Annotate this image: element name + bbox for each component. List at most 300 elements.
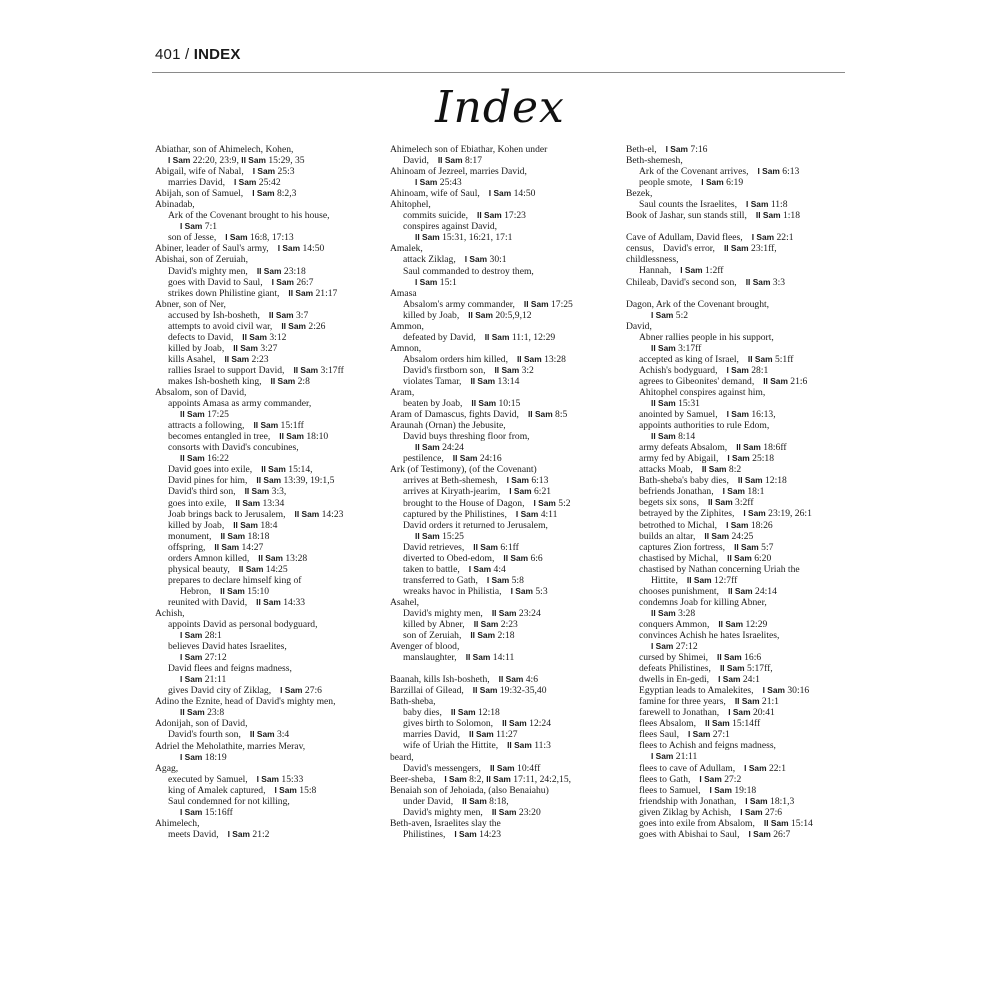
entry-text: flees to Samuel, xyxy=(639,784,701,796)
verse-reference: 15:31 xyxy=(678,397,700,409)
book-reference: II Sam xyxy=(705,718,730,729)
index-subentry xyxy=(626,807,861,818)
index-subentry xyxy=(155,509,390,520)
index-subentry xyxy=(626,442,861,453)
book-reference: I Sam xyxy=(701,177,724,188)
entry-text: friendship with Jonathan, xyxy=(639,795,737,807)
index-subentry xyxy=(155,575,390,586)
entry-text: attacks Moab, xyxy=(639,464,693,476)
book-reference: I Sam xyxy=(486,574,510,585)
index-subentry xyxy=(626,564,861,575)
verse-reference: 10:4ff xyxy=(517,762,541,774)
entry-text: Ark of the Covenant arrives, xyxy=(639,166,749,178)
verse-reference: 27:1 xyxy=(712,729,730,741)
index-subentry xyxy=(626,597,861,608)
verse-reference: 6:21 xyxy=(534,486,552,498)
book-reference: II Sam xyxy=(242,331,267,342)
index-entry xyxy=(390,785,625,796)
book-reference: I Sam xyxy=(748,828,771,839)
index-subentry xyxy=(390,277,625,288)
entry-text: David retrieves, xyxy=(403,541,465,553)
book-reference: II Sam xyxy=(755,210,781,221)
book-reference: II Sam xyxy=(180,409,205,420)
index-subentry xyxy=(626,464,861,475)
book-reference: II Sam xyxy=(473,541,498,552)
index-subentry xyxy=(155,266,390,277)
index-entry xyxy=(390,641,625,652)
book-reference: II Sam xyxy=(450,707,476,718)
verse-reference: 20:41 xyxy=(752,707,775,719)
book-reference: I Sam xyxy=(180,221,203,232)
book-reference: I Sam xyxy=(687,729,711,740)
index-subentry xyxy=(390,531,625,542)
index-subentry xyxy=(390,718,625,729)
entry-text: becomes entangled in tree, xyxy=(168,431,271,443)
index-subentry xyxy=(626,332,861,343)
index-subentry xyxy=(626,674,861,685)
index-subentry xyxy=(390,829,625,840)
entry-text: beard, xyxy=(390,751,414,763)
entry-text: Ahimelech, xyxy=(155,817,200,829)
verse-reference: 24:24 xyxy=(442,442,464,454)
entry-text: David orders it returned to Jerusalem, xyxy=(403,519,548,531)
entry-text: convinces Achish he hates Israelites, xyxy=(639,629,780,641)
entry-text: Amalek, xyxy=(390,243,423,255)
entry-text: Ammon, xyxy=(390,320,424,332)
index-subentry xyxy=(626,763,861,774)
book-reference: II Sam xyxy=(415,442,440,453)
verse-reference: 24:1 xyxy=(742,674,760,686)
book-reference: II Sam xyxy=(717,652,742,663)
index-subentry xyxy=(155,321,390,332)
index-entry xyxy=(390,387,625,398)
book-reference: I Sam xyxy=(180,806,203,817)
book-reference: II Sam xyxy=(472,685,498,696)
verse-reference: 4:4 xyxy=(493,563,506,575)
verse-reference: 26:7 xyxy=(773,828,791,840)
entry-text: given Ziklag by Achish, xyxy=(639,806,732,818)
entry-text: son of Jesse, xyxy=(168,232,217,244)
index-subentry xyxy=(626,431,861,442)
verse-reference: 4:11 xyxy=(540,508,558,520)
index-subentry xyxy=(626,696,861,707)
verse-reference: 24:16 xyxy=(479,453,502,465)
book-reference: I Sam xyxy=(651,309,674,320)
index-subentry xyxy=(626,663,861,674)
verse-reference: 16:13, xyxy=(751,409,776,421)
entry-text: Dagon, Ark of the Covenant brought, xyxy=(626,298,770,310)
index-subentry xyxy=(390,310,625,321)
entry-text: orders Amnon killed, xyxy=(168,552,250,564)
index-subentry xyxy=(626,575,861,586)
index-subentry xyxy=(390,354,625,365)
verse-reference: 21:11 xyxy=(675,751,698,763)
entry-text: Beer-sheba, xyxy=(390,773,436,785)
entry-text: Ark (of Testimony), (of the Covenant) xyxy=(390,464,537,476)
book-reference: I Sam xyxy=(454,828,477,839)
index-entry xyxy=(155,299,390,310)
book-reference: I Sam xyxy=(699,773,722,784)
index-subentry xyxy=(626,166,861,177)
entry-text: accused by Ish-bosheth, xyxy=(168,309,260,321)
index-subentry xyxy=(390,763,625,774)
verse-reference: 19:18 xyxy=(734,784,757,796)
book-reference: II Sam xyxy=(261,464,286,475)
entry-text: Egyptian leads to Amalekites, xyxy=(639,685,754,697)
book-reference: II Sam xyxy=(415,530,440,541)
verse-reference: 11:8 xyxy=(770,199,788,211)
book-reference: II Sam xyxy=(736,442,761,453)
entry-text: David flees and feigns madness, xyxy=(168,663,292,675)
page-title: Index xyxy=(435,82,565,133)
index-subentry xyxy=(626,310,861,321)
book-reference: I Sam xyxy=(709,784,732,795)
index-subentry xyxy=(390,177,625,188)
book-reference: II Sam xyxy=(233,342,258,353)
entry-text: Asahel, xyxy=(390,596,420,608)
entry-text: Abigail, wife of Nabal, xyxy=(155,166,244,178)
index-subentry xyxy=(390,299,625,310)
entry-text: manslaughter, xyxy=(403,652,457,664)
book-reference: I Sam xyxy=(718,674,741,685)
book-reference: II Sam xyxy=(502,718,527,729)
book-reference: II Sam xyxy=(734,696,760,707)
book-reference: I Sam xyxy=(762,685,785,696)
book-reference: II Sam xyxy=(288,287,314,298)
index-subentry xyxy=(155,232,390,243)
entry-text: flees to Gath, xyxy=(639,773,691,785)
verse-reference: 21:11 xyxy=(204,674,227,686)
verse-reference: 8:18, xyxy=(489,795,509,807)
book-reference: II Sam xyxy=(224,353,250,364)
entry-text: Hebron, xyxy=(180,585,212,597)
entry-text: Absalom, son of David, xyxy=(155,387,247,399)
entry-text: Adino the Eznite, head of David's mighty men, xyxy=(155,696,336,708)
index-subentry xyxy=(626,685,861,696)
verse-reference: 2:8 xyxy=(297,375,310,387)
index-entry xyxy=(626,321,861,332)
entry-text: Beth-el, xyxy=(626,144,657,155)
book-reference: II Sam xyxy=(241,155,266,166)
index-subentry xyxy=(155,829,390,840)
entry-text: dwells in En-gedi, xyxy=(639,674,710,686)
verse-reference: 7:1 xyxy=(204,221,218,233)
book-reference: II Sam xyxy=(651,607,676,618)
verse-reference: 21:2 xyxy=(252,828,270,840)
book-reference: II Sam xyxy=(484,331,510,342)
book-reference: II Sam xyxy=(214,541,240,552)
book-reference: II Sam xyxy=(707,497,733,508)
entry-text: flees to cave of Adullam, xyxy=(639,762,736,774)
book-reference: II Sam xyxy=(498,674,524,685)
entry-text: offspring, xyxy=(168,541,206,553)
entry-text: wife of Uriah the Hittite, xyxy=(403,740,499,752)
book-reference: II Sam xyxy=(415,232,440,243)
index-subentry xyxy=(155,155,390,166)
book-reference: I Sam xyxy=(680,265,703,276)
entry-text: king of Amalek captured, xyxy=(168,784,266,796)
book-reference: II Sam xyxy=(503,552,529,563)
index-subentry xyxy=(390,232,625,243)
verse-reference: 25:18 xyxy=(752,453,775,465)
index-subentry xyxy=(155,685,390,696)
book-reference: II Sam xyxy=(244,486,270,497)
verse-reference: 18:4 xyxy=(260,519,278,531)
entry-text: Achish, xyxy=(155,607,185,619)
verse-reference: 12:18 xyxy=(765,475,787,487)
index-subentry xyxy=(626,199,861,210)
entry-text: son of Zeruiah, xyxy=(403,630,462,642)
index-subentry xyxy=(626,729,861,740)
verse-reference: 14:50 xyxy=(302,243,325,255)
index-entry xyxy=(155,387,390,398)
book-reference: II Sam xyxy=(737,475,763,486)
index-subentry xyxy=(390,398,625,409)
entry-text: David's mighty men, xyxy=(403,806,483,818)
index-entry xyxy=(155,608,390,619)
book-reference: I Sam xyxy=(464,254,488,265)
verse-reference: 17:11, 24:2,15, xyxy=(513,773,572,785)
entry-text: Bezek, xyxy=(626,188,653,200)
book-reference: I Sam xyxy=(726,364,749,375)
book-reference: II Sam xyxy=(527,409,553,420)
book-reference: I Sam xyxy=(227,828,250,839)
entry-text: wreaks havoc in Philistia, xyxy=(403,585,502,597)
entry-text: appoints David as personal bodyguard, xyxy=(168,619,318,631)
entry-text: Saul condemned for not killing, xyxy=(168,795,290,807)
index-entry xyxy=(390,343,625,354)
entry-text: Bath-sheba, xyxy=(390,696,436,708)
index-subentry xyxy=(155,464,390,475)
book-reference: I Sam xyxy=(252,188,275,199)
verse-reference: 14:33 xyxy=(283,596,306,608)
book-reference: I Sam xyxy=(743,508,766,519)
entry-text: Baanah, kills Ish-bosheth, xyxy=(390,674,490,686)
index-subentry xyxy=(155,210,390,221)
verse-reference: 8:5 xyxy=(555,409,568,421)
entry-text: Hittite, xyxy=(651,574,678,586)
entry-text: kills Asahel, xyxy=(168,353,216,365)
verse-reference: 1:2ff xyxy=(705,265,724,277)
index-entry xyxy=(390,674,625,685)
index-entry xyxy=(155,718,390,729)
entry-text: marries David, xyxy=(403,729,461,741)
book-reference: II Sam xyxy=(268,309,294,320)
entry-text: taken to battle, xyxy=(403,563,460,575)
index-entry xyxy=(155,741,390,752)
index-subentry xyxy=(155,663,390,674)
verse-reference: 14:25 xyxy=(265,563,288,575)
entry-text: Aram of Damascus, fights David, xyxy=(390,409,519,421)
verse-reference: 12:24 xyxy=(529,718,552,730)
verse-reference: 11:1, 12:29 xyxy=(511,331,556,343)
book-reference: II Sam xyxy=(462,795,487,806)
entry-text: killed by Abner, xyxy=(403,619,465,631)
book-reference: II Sam xyxy=(763,375,788,386)
index-subentry xyxy=(155,641,390,652)
verse-reference: 14:23 xyxy=(321,508,344,520)
verse-reference: 23:1ff, xyxy=(751,243,777,255)
verse-reference: 15:1ff xyxy=(280,420,304,432)
index-subentry xyxy=(155,752,390,763)
entry-text: reunited with David, xyxy=(168,596,248,608)
entry-text: childlessness, xyxy=(626,254,679,266)
index-subentry xyxy=(626,707,861,718)
index-subentry xyxy=(626,796,861,807)
index-subentry xyxy=(626,265,861,276)
entry-text: baby dies, xyxy=(403,707,442,719)
verse-reference: 15:1 xyxy=(439,276,457,288)
index-entry xyxy=(390,597,625,608)
book-reference: I Sam xyxy=(506,475,529,486)
book-reference: II Sam xyxy=(489,762,515,773)
book-reference: II Sam xyxy=(718,618,744,629)
verse-reference: 5:3 xyxy=(535,585,548,597)
index-subentry xyxy=(626,365,861,376)
entry-text: Abiathar, son of Ahimelech, Kohen, xyxy=(155,144,294,155)
book-reference: II Sam xyxy=(523,298,549,309)
book-reference: I Sam xyxy=(757,166,780,177)
book-reference: II Sam xyxy=(471,398,497,409)
entry-text: chastised by Michal, xyxy=(639,552,719,564)
entry-text: consorts with David's concubines, xyxy=(168,442,299,454)
entry-text: beaten by Joab, xyxy=(403,398,463,410)
entry-text: Abner rallies people in his support, xyxy=(639,331,774,343)
entry-text: David's mighty men, xyxy=(168,265,248,277)
index-subentry xyxy=(390,740,625,751)
book-reference: II Sam xyxy=(494,364,520,375)
book-reference: I Sam xyxy=(651,751,674,762)
index-subentry xyxy=(155,354,390,365)
index-subentry xyxy=(390,254,625,265)
book-reference: I Sam xyxy=(651,641,674,652)
index-entry xyxy=(626,277,861,288)
index-subentry xyxy=(390,210,625,221)
verse-reference: 5:8 xyxy=(511,574,524,586)
verse-reference: 5:2 xyxy=(675,309,689,321)
verse-reference: 22:1 xyxy=(768,762,786,774)
entry-text: Abinadab, xyxy=(155,199,195,211)
verse-reference: 24:14 xyxy=(755,585,777,597)
book-reference: I Sam xyxy=(744,762,767,773)
book-reference: II Sam xyxy=(491,806,517,817)
index-subentry xyxy=(626,641,861,652)
index-subentry xyxy=(155,674,390,685)
verse-reference: 27:12 xyxy=(675,641,698,653)
book-reference: II Sam xyxy=(253,420,279,431)
verse-reference: 18:6ff xyxy=(763,442,787,454)
book-reference: II Sam xyxy=(220,530,246,541)
entry-text: Benaiah son of Jehoiada, (also Benaiahu) xyxy=(390,784,549,796)
entry-text: Barzillai of Gilead, xyxy=(390,685,464,697)
book-reference: II Sam xyxy=(293,364,319,375)
index-subentry xyxy=(390,707,625,718)
entry-text: captured by the Philistines, xyxy=(403,508,507,520)
index-column-2 xyxy=(390,144,625,840)
index-subentry xyxy=(390,630,625,641)
verse-reference: 6:20 xyxy=(754,552,772,564)
verse-reference: 23:19, 26:1 xyxy=(768,508,812,520)
entry-text: physical beauty, xyxy=(168,563,230,575)
book-reference: I Sam xyxy=(515,508,539,519)
entry-text: Ahimelech son of Ebiathar, Kohen under xyxy=(390,144,548,155)
book-reference: II Sam xyxy=(719,663,745,674)
verse-reference: 20:5,9,12 xyxy=(495,309,532,321)
book-reference: II Sam xyxy=(294,508,320,519)
entry-text: marries David, xyxy=(168,177,226,189)
book-reference: I Sam xyxy=(225,232,248,243)
entry-text: David buys threshing floor from, xyxy=(403,431,530,443)
index-entry xyxy=(626,232,861,243)
book-reference: II Sam xyxy=(469,729,494,740)
book-reference: I Sam xyxy=(277,243,301,254)
entry-text: Amasa xyxy=(390,287,417,299)
entry-text: arrives at Kiryath-jearim, xyxy=(403,486,501,498)
index-subentry xyxy=(626,453,861,464)
index-entry xyxy=(390,752,625,763)
entry-text: Beth-aven, Israelites slay the xyxy=(390,817,501,829)
entry-text: famine for three years, xyxy=(639,696,726,708)
index-subentry xyxy=(155,597,390,608)
entry-text: accepted as king of Israel, xyxy=(639,353,739,365)
verse-reference: 16:22 xyxy=(207,453,229,465)
index-subentry xyxy=(155,707,390,718)
index-subentry xyxy=(155,796,390,807)
index-subentry xyxy=(155,619,390,630)
entry-text: attempts to avoid civil war, xyxy=(168,320,273,332)
book-reference: II Sam xyxy=(477,210,502,221)
entry-text: Ark of the Covenant brought to his house, xyxy=(168,210,330,222)
verse-reference: 18:19 xyxy=(204,751,227,763)
entry-text: Ahinoam of Jezreel, marries David, xyxy=(390,166,527,178)
entry-text: appoints authorities to rule Edom, xyxy=(639,420,770,432)
index-subentry xyxy=(390,442,625,453)
verse-reference: 21:17 xyxy=(315,287,338,299)
index-subentry xyxy=(155,542,390,553)
verse-reference: 25:3 xyxy=(277,166,295,178)
entry-text: defeated by David, xyxy=(403,331,476,343)
book-reference: I Sam xyxy=(665,144,688,154)
book-reference: I Sam xyxy=(280,685,303,696)
verse-reference: 19:32-35,40 xyxy=(499,685,547,697)
index-subentry xyxy=(626,475,861,486)
verse-reference: 17:23 xyxy=(504,210,526,222)
index-entry xyxy=(155,696,390,707)
book-reference: I Sam xyxy=(746,199,769,210)
index-subentry xyxy=(626,177,861,188)
entry-text: Adriel the Meholathite, marries Merav, xyxy=(155,740,306,752)
verse-reference: 8:2 xyxy=(728,464,742,476)
index-subentry xyxy=(626,619,861,630)
entry-text: monument, xyxy=(168,530,212,542)
verse-reference: 28:1 xyxy=(204,630,222,642)
verse-reference: 25:43 xyxy=(439,177,462,189)
book-reference: II Sam xyxy=(258,552,283,563)
index-subentry xyxy=(390,520,625,531)
book-reference: I Sam xyxy=(415,177,438,188)
verse-reference: 15:31, 16:21, 17:1 xyxy=(442,232,513,244)
entry-text: Philistines, xyxy=(403,828,446,840)
index-entry xyxy=(390,774,625,785)
entry-text: anointed by Samuel, xyxy=(639,409,718,421)
entry-text: killed by Joab, xyxy=(168,519,225,531)
index-subentry xyxy=(390,608,625,619)
book-reference: I Sam xyxy=(488,188,512,199)
index-entry xyxy=(626,299,861,310)
index-subentry xyxy=(626,652,861,663)
index-subentry xyxy=(390,807,625,818)
index-subentry xyxy=(155,420,390,431)
